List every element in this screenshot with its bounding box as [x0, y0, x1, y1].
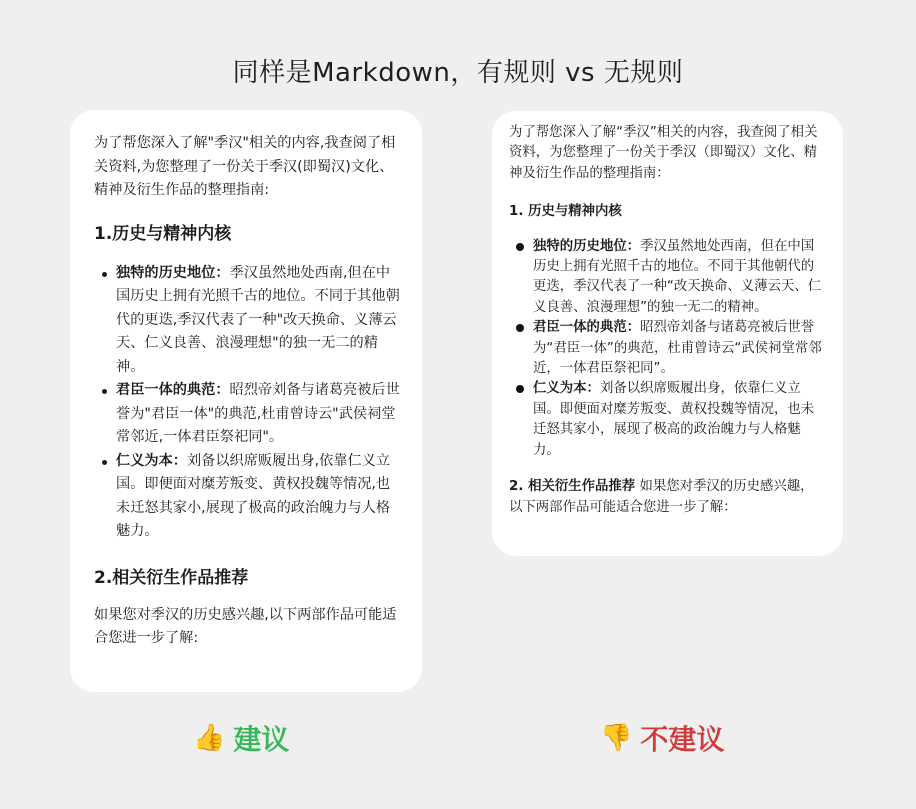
list-item	[116, 450, 400, 544]
list-item-lead: 独特的历史地位：	[533, 238, 641, 254]
list-item-lead: 君臣一体的典范：	[116, 382, 230, 398]
not-recommended-label-text: 不建议	[640, 723, 725, 756]
closing-lead: 2. 相关衍生作品推荐	[509, 479, 636, 495]
recommended-example-card	[70, 110, 422, 692]
closing-paragraph	[509, 477, 825, 518]
intro-paragraph: 为了帮您深入了解"季汉"相关的内容,我查阅了相关资料,为您整理了一份关于季汉(即蜀汉)文化、精神及衍生作品的整理指南:	[94, 135, 396, 198]
list-item	[533, 237, 825, 319]
list-item	[533, 379, 825, 461]
list-item-text: 昭烈帝刘备与诸葛亮被后世誉为“君臣一体”的典范，杜甫曾诗云“武侯祠堂常邻近，一体君臣祭祀同”。	[533, 320, 822, 377]
list-item	[116, 379, 400, 450]
intro-paragraph: 为了帮您深入了解“季汉”相关的内容，我查阅了相关资料，为您整理了一份关于季汉（即蜀汉）文化、精神及衍生作品的整理指南：	[509, 125, 818, 181]
thumbs-down-icon: 👎	[600, 723, 633, 753]
section-heading-history: 1. 历史与精神内核	[509, 204, 622, 220]
bullet-list	[509, 237, 825, 461]
thumbs-up-icon: 👍	[193, 723, 226, 753]
not-recommended-label	[600, 718, 724, 758]
list-item-lead: 独特的历史地位：	[116, 264, 230, 281]
list-item-text: 刘备以织席贩履出身,依靠仁义立国。即便面对糜芳叛变、黄权投魏等情况,也未迁怒其家小,展现了极高的政治魄力与人格魅力。	[116, 452, 391, 539]
closing-paragraph: 如果您对季汉的历史感兴趣,以下两部作品可能适合您进一步了解:	[94, 606, 397, 646]
recommended-label-text: 建议	[233, 723, 290, 756]
list-item-text: 季汉虽然地处西南,但在中国历史上拥有光照千古的地位。不同于其他朝代的更迭,季汉代表了一种"改天换命、义薄云天、仁义良善、浪漫理想"的独一无二的精神。	[116, 264, 400, 375]
list-item	[116, 262, 400, 380]
section-heading-history: 1.历史与精神内核	[94, 223, 232, 244]
list-item-text: 刘备以织席贩履出身，依靠仁义立国。即便面对糜芳叛变、黄权投魏等情况，也未迁怒其家小，展现了极高的政治魄力与人格魅力。	[533, 381, 815, 458]
list-item-lead: 仁义为本：	[533, 381, 600, 397]
list-item-lead: 君臣一体的典范：	[533, 320, 641, 336]
list-item-lead: 仁义为本：	[116, 452, 187, 469]
not-recommended-example-card	[492, 111, 843, 556]
recommended-label	[193, 718, 289, 758]
list-item	[533, 318, 825, 379]
page-title: 同样是Markdown，有规则 vs 无规则	[232, 58, 684, 88]
section-heading-works: 2.相关衍生作品推荐	[94, 567, 249, 588]
closing-text: 如果您对季汉的历史感兴趣，以下两部作品可能适合您进一步了解：	[509, 479, 814, 515]
list-item-text: 昭烈帝刘备与诸葛亮被后世誉为"君臣一体"的典范,杜甫曾诗云"武侯祠堂常邻近,一体君臣祭祀同"。	[116, 382, 400, 445]
bullet-list	[94, 262, 400, 544]
list-item-text: 季汉虽然地处西南，但在中国历史上拥有光照千古的地位。不同于其他朝代的更迭，季汉代表了一种“改天换命、义薄云天、仁义良善、浪漫理想”的独一无二的精神。	[533, 238, 822, 315]
